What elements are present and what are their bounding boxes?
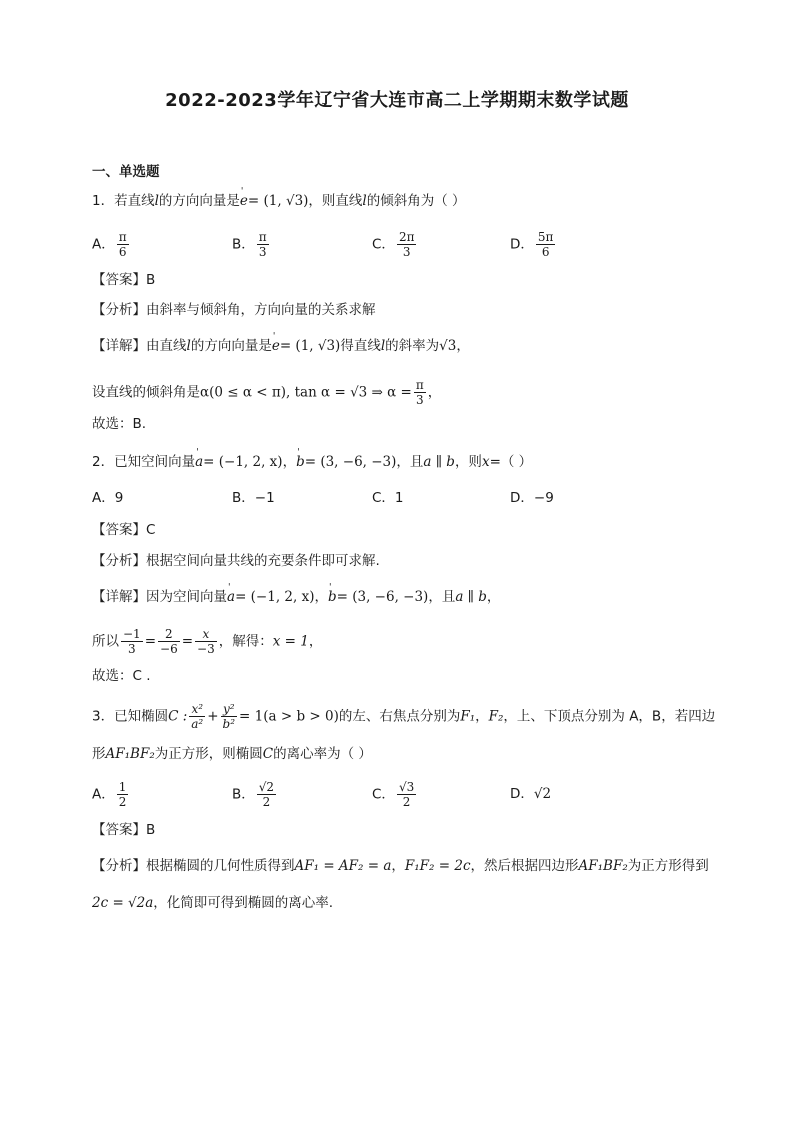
fraction: $\frac{√3}{2}$ — [398, 780, 415, 809]
fraction: $\frac{\pi}{3}$ — [258, 230, 267, 259]
q3-option-b: B． $\frac{√2}{2}$ — [232, 780, 275, 809]
q1-choose: 故选：B. — [92, 416, 147, 432]
q1-option-a: A． $\frac{\pi}{6}$ — [92, 230, 127, 259]
q1-stem: 1．若直线l的方向向量是' e= (1, √3)，则直线l的倾斜角为（ ） — [92, 191, 466, 211]
q3-analysis-line2: 2c = √2a，化简即可得到椭圆的离心率. — [92, 895, 334, 911]
fraction: $\frac{5\pi}{6}$ — [537, 230, 554, 259]
fraction: $\frac{\text{y²}}{\text{b²}}$ — [222, 702, 236, 731]
vector-e-value: = (1, √3) — [247, 193, 309, 209]
q1-option-d: D． $\frac{5\pi}{6}$ — [510, 230, 554, 259]
q1-option-c: C． $\frac{2\pi}{3}$ — [372, 230, 415, 259]
q3-answer: 【答案】B — [92, 822, 156, 838]
q2-option-d: D．−9 — [510, 490, 554, 506]
fraction: $\frac{1}{2}$ — [118, 780, 127, 809]
q3-option-a: A． $\frac{1}{2}$ — [92, 780, 127, 809]
q3-analysis: 【分析】根据椭圆的几何性质得到AF₁ = AF₂ = a，F₁F₂ = 2c，然后根据四边形AF₁BF₂为正方形得到 — [92, 858, 709, 874]
fraction: $\frac{\pi}{6}$ — [118, 230, 127, 259]
vector-e: ' e — [240, 191, 248, 211]
q2-option-b: B．−1 — [232, 490, 275, 506]
q1-detail-line2: 设直线的倾斜角是α(0 ≤ α < π), tan α = √3 ⇒ α = $\frac{\pi}{3}$ ， — [92, 378, 442, 407]
q1-option-b: B． $\frac{\pi}{3}$ — [232, 230, 267, 259]
section-heading: 一、单选题 — [92, 164, 160, 180]
q2-choose: 故选：C . — [92, 668, 151, 684]
q3-option-d: D．√2 — [510, 786, 552, 802]
fraction: $\frac{x}{-3}$ — [197, 627, 215, 656]
q2-answer: 【答案】C — [92, 522, 156, 538]
fraction: $\frac{2\pi}{3}$ — [398, 230, 415, 259]
q1-analysis: 【分析】由斜率与倾斜角，方向向量的关系求解 — [92, 302, 376, 318]
q2-option-c: C．1 — [372, 490, 404, 506]
q1-detail: 【详解】由直线l的方向向量是' e= (1, √3)得直线l的斜率为√3， — [92, 336, 470, 356]
fraction: $\frac{-1}{3}$ — [123, 627, 141, 656]
q1-answer: 【答案】B — [92, 272, 156, 288]
fraction: $\frac{2}{-6}$ — [160, 627, 178, 656]
q3-stem-line2: 形AF₁BF₂为正方形，则椭圆C的离心率为（ ） — [92, 746, 372, 762]
q2-stem: 2．已知空间向量' a= (−1, 2, x)，' b= (3, −6, −3)，且a ∥ b，则x=（ ） — [92, 452, 532, 472]
fraction: $\frac{√2}{2}$ — [258, 780, 275, 809]
page-title: 2022-2023学年辽宁省大连市高二上学期期末数学试题 — [165, 90, 629, 111]
q2-option-a: A．9 — [92, 490, 124, 506]
fraction: $\frac{\text{x²}}{\text{a²}}$ — [191, 702, 204, 731]
q2-detail: 【详解】因为空间向量' a= (−1, 2, x)，' b= (3, −6, −3)，且a ∥ b， — [92, 587, 500, 607]
q3-option-c: C． $\frac{√3}{2}$ — [372, 780, 415, 809]
q2-detail-line2: 所以 $\frac{-1}{3}$ = $\frac{2}{-6}$ = $\frac{x}{-3}$ ，解得：x = 1， — [92, 627, 323, 656]
fraction: $\frac{\pi}{3}$ — [415, 378, 424, 407]
q3-stem: 3．已知椭圆C : $\frac{\text{x²}}{\text{a²}}$ + $\frac{\text{y²}}{\text{b²}}$ = 1(a > b > 0)的左、右焦点分别为F₁，F₂，上、下顶点分别为 A，B，若四边 — [92, 702, 716, 731]
q2-analysis: 【分析】根据空间向量共线的充要条件即可求解. — [92, 553, 380, 569]
